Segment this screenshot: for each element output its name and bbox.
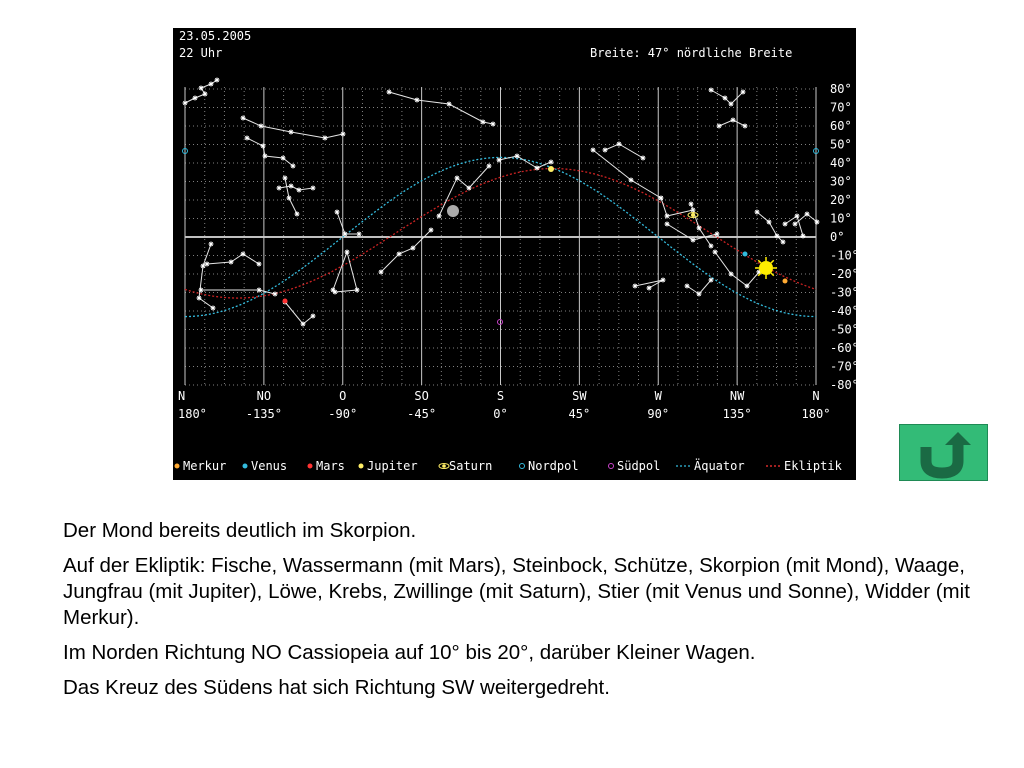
star [775,234,780,239]
star [729,102,734,107]
star [211,306,216,311]
star [481,120,486,125]
altitude-tick-label: 80° [830,82,852,96]
grid [185,87,816,385]
paragraph-north: Im Norden Richtung NO Cassiopeia auf 10° bis 20°, darüber Kleiner Wagen. [63,641,756,664]
legend-item [609,459,661,473]
star [183,101,188,106]
legend-item [676,458,745,473]
star [781,240,786,245]
legend-label: Merkur [183,459,227,473]
legend-label: Ekliptik [784,459,842,473]
star [715,232,720,237]
altitude-tick-label: 50° [830,137,852,152]
star [793,222,798,227]
azimuth-degree-label: -45° [407,407,437,421]
altitude-tick-label: -70° [830,359,859,374]
star [487,164,492,169]
altitude-tick-label: 30° [830,174,852,189]
star [335,210,340,215]
star [697,226,702,231]
sun [755,257,777,279]
star [647,286,652,291]
star [297,188,302,193]
altitude-tick-label: 40° [830,156,852,170]
legend-marker [442,464,446,468]
altitude-axis [830,82,859,392]
mars [283,299,288,304]
star [205,262,210,267]
star [341,132,346,137]
star [731,118,736,123]
legend-item [439,459,492,473]
legend-marker [243,464,248,469]
constellation-figure [333,252,357,292]
constellation-figure [499,156,551,168]
star [241,252,246,257]
star [743,124,748,129]
star [591,148,596,153]
star [273,292,278,297]
saturn [691,213,695,217]
legend-label: Saturn [449,459,493,473]
star [311,186,316,191]
azimuth-degree-label: 180° [801,407,831,421]
azimuth-direction-label: O [339,389,347,403]
star [497,158,502,163]
azimuth-degree-label: 180° [178,407,207,421]
star [665,222,670,227]
star [633,284,638,289]
star [515,154,520,159]
star [333,290,338,295]
star [815,220,820,225]
sun-ray [771,273,774,276]
legend-label: Äquator [694,459,745,473]
azimuth-direction-label: SW [572,389,587,403]
legend [175,458,843,473]
chart-date: 23.05.2005 [179,29,252,43]
jupiter [548,166,554,172]
star [287,196,292,201]
legend-item [766,459,843,473]
sky-chart-svg [173,28,859,480]
star [281,156,286,161]
star [295,212,300,217]
star [467,186,472,191]
star [783,222,788,227]
azimuth-degree-label: -135° [245,407,282,421]
venus [743,252,748,257]
star [805,212,810,217]
azimuth-degree-label: 135° [722,407,752,421]
constellation-figure [243,118,343,138]
star [767,220,772,225]
star [795,214,800,219]
star [709,88,714,93]
constellation-figure [439,166,489,216]
star [661,278,666,283]
star [203,92,208,97]
azimuth-direction-label: N [178,389,186,403]
star [259,124,264,129]
star [535,166,540,171]
star [709,244,714,249]
star [665,214,670,219]
description [63,518,983,710]
star [199,86,204,91]
star [215,78,220,83]
star [209,242,214,247]
azimuth-degree-label: 0° [493,407,508,421]
star [691,238,696,243]
altitude-tick-label: -10° [830,248,859,263]
star [415,98,420,103]
altitude-tick-label: 10° [830,211,852,226]
star [241,116,246,121]
star [617,142,622,147]
star [437,214,442,219]
star [659,196,664,201]
constellation-figure [605,144,643,158]
altitude-tick-label: -40° [830,304,859,318]
star [197,296,202,301]
azimuth-direction-label: SO [414,389,429,403]
star [741,90,746,95]
star [229,260,234,265]
star [755,210,760,215]
star [549,160,554,165]
azimuth-degree-label: 90° [647,407,670,421]
altitude-tick-label: 20° [830,193,852,207]
star [301,322,306,327]
star [311,314,316,319]
constellation-figure [279,186,313,190]
legend-label: Nordpol [528,459,579,473]
altitude-tick-label: 60° [830,119,852,133]
star [277,186,282,191]
legend-marker [308,464,313,469]
star [801,234,806,239]
constellation-figure [337,212,359,234]
star [429,228,434,233]
star [257,288,262,293]
star [199,288,204,293]
legend-marker [609,464,614,469]
altitude-tick-label: -50° [830,322,859,337]
paragraph-moon: Der Mond bereits deutlich im Skorpion. [63,519,417,542]
azimuth-axis [178,389,830,421]
constellation-figure [285,302,313,324]
star [291,164,296,169]
star [411,246,416,251]
paragraph-ecliptic: Auf der Ekliptik: Fische, Wassermann (mit Mars), Steinbock, Schütze, Skorpion (mit Mond), Waage, Jungfrau (mit Jupiter), Löwe, Krebs, Zwillinge (mit Saturn), Stier (mit Venus und Sonne), Widder (mit Merkur). [63,554,970,629]
azimuth-direction-label: NW [729,389,745,403]
back-button[interactable] [899,424,988,481]
star [723,96,728,101]
star [263,154,268,159]
constellation-figure [593,150,661,198]
star [491,122,496,127]
legend-label: Mars [316,459,345,473]
altitude-tick-label: -80° [830,378,859,392]
legend-marker [175,464,180,469]
star [685,284,690,289]
sun-ray [771,260,774,263]
constellation-figure [185,80,217,103]
star [289,184,294,189]
altitude-tick-label: -60° [830,341,859,355]
star [729,272,734,277]
star [713,250,718,255]
star [261,144,266,149]
star [289,130,294,135]
sun-disc [759,261,773,275]
star [397,252,402,257]
star [717,124,722,129]
star [629,178,634,183]
star [193,96,198,101]
azimuth-direction-label: S [496,389,505,403]
altitude-tick-label: 70° [830,100,852,115]
u-turn-back-icon [900,425,989,482]
azimuth-direction-label: W [654,389,662,403]
legend-item [359,459,418,473]
constellation-figure [711,90,743,104]
legend-item [175,459,227,473]
azimuth-degree-label: -90° [328,407,358,421]
star [209,82,214,87]
azimuth-direction-label: N [812,389,820,403]
sky-chart [173,28,859,480]
star [745,284,750,289]
legend-label: Venus [251,459,288,473]
star [345,250,350,255]
star [343,232,348,237]
moon [447,205,459,217]
legend-item [520,459,579,473]
paragraph-southern-cross: Das Kreuz des Südens hat sich Richtung SW weitergedreht. [63,676,610,699]
constellation-figure [285,178,297,214]
star [447,102,452,107]
star [257,262,262,267]
star [355,288,360,293]
mercury [783,279,788,284]
azimuth-direction-label: NO [256,389,272,403]
altitude-tick-label: -20° [830,267,859,281]
legend-marker [359,464,364,469]
legend-label: Jupiter [367,459,418,473]
star [455,176,460,181]
altitude-tick-label: 0° [830,230,845,244]
chart-latitude: Breite: 47° nördliche Breite [590,46,793,60]
star [357,232,362,237]
azimuth-degree-label: 45° [568,407,591,421]
star [603,148,608,153]
star [387,90,392,95]
star [379,270,384,275]
star [323,136,328,141]
star [689,202,694,207]
legend-marker [520,464,525,469]
legend-label: Südpol [617,459,661,473]
star [245,136,250,141]
chart-time: 22 Uhr [179,46,223,60]
altitude-tick-label: -30° [830,285,859,300]
star [283,176,288,181]
star [641,156,646,161]
legend-item [308,459,345,473]
star [697,292,702,297]
constellation-figure [247,138,293,166]
star [709,278,714,283]
legend-item [243,459,288,473]
